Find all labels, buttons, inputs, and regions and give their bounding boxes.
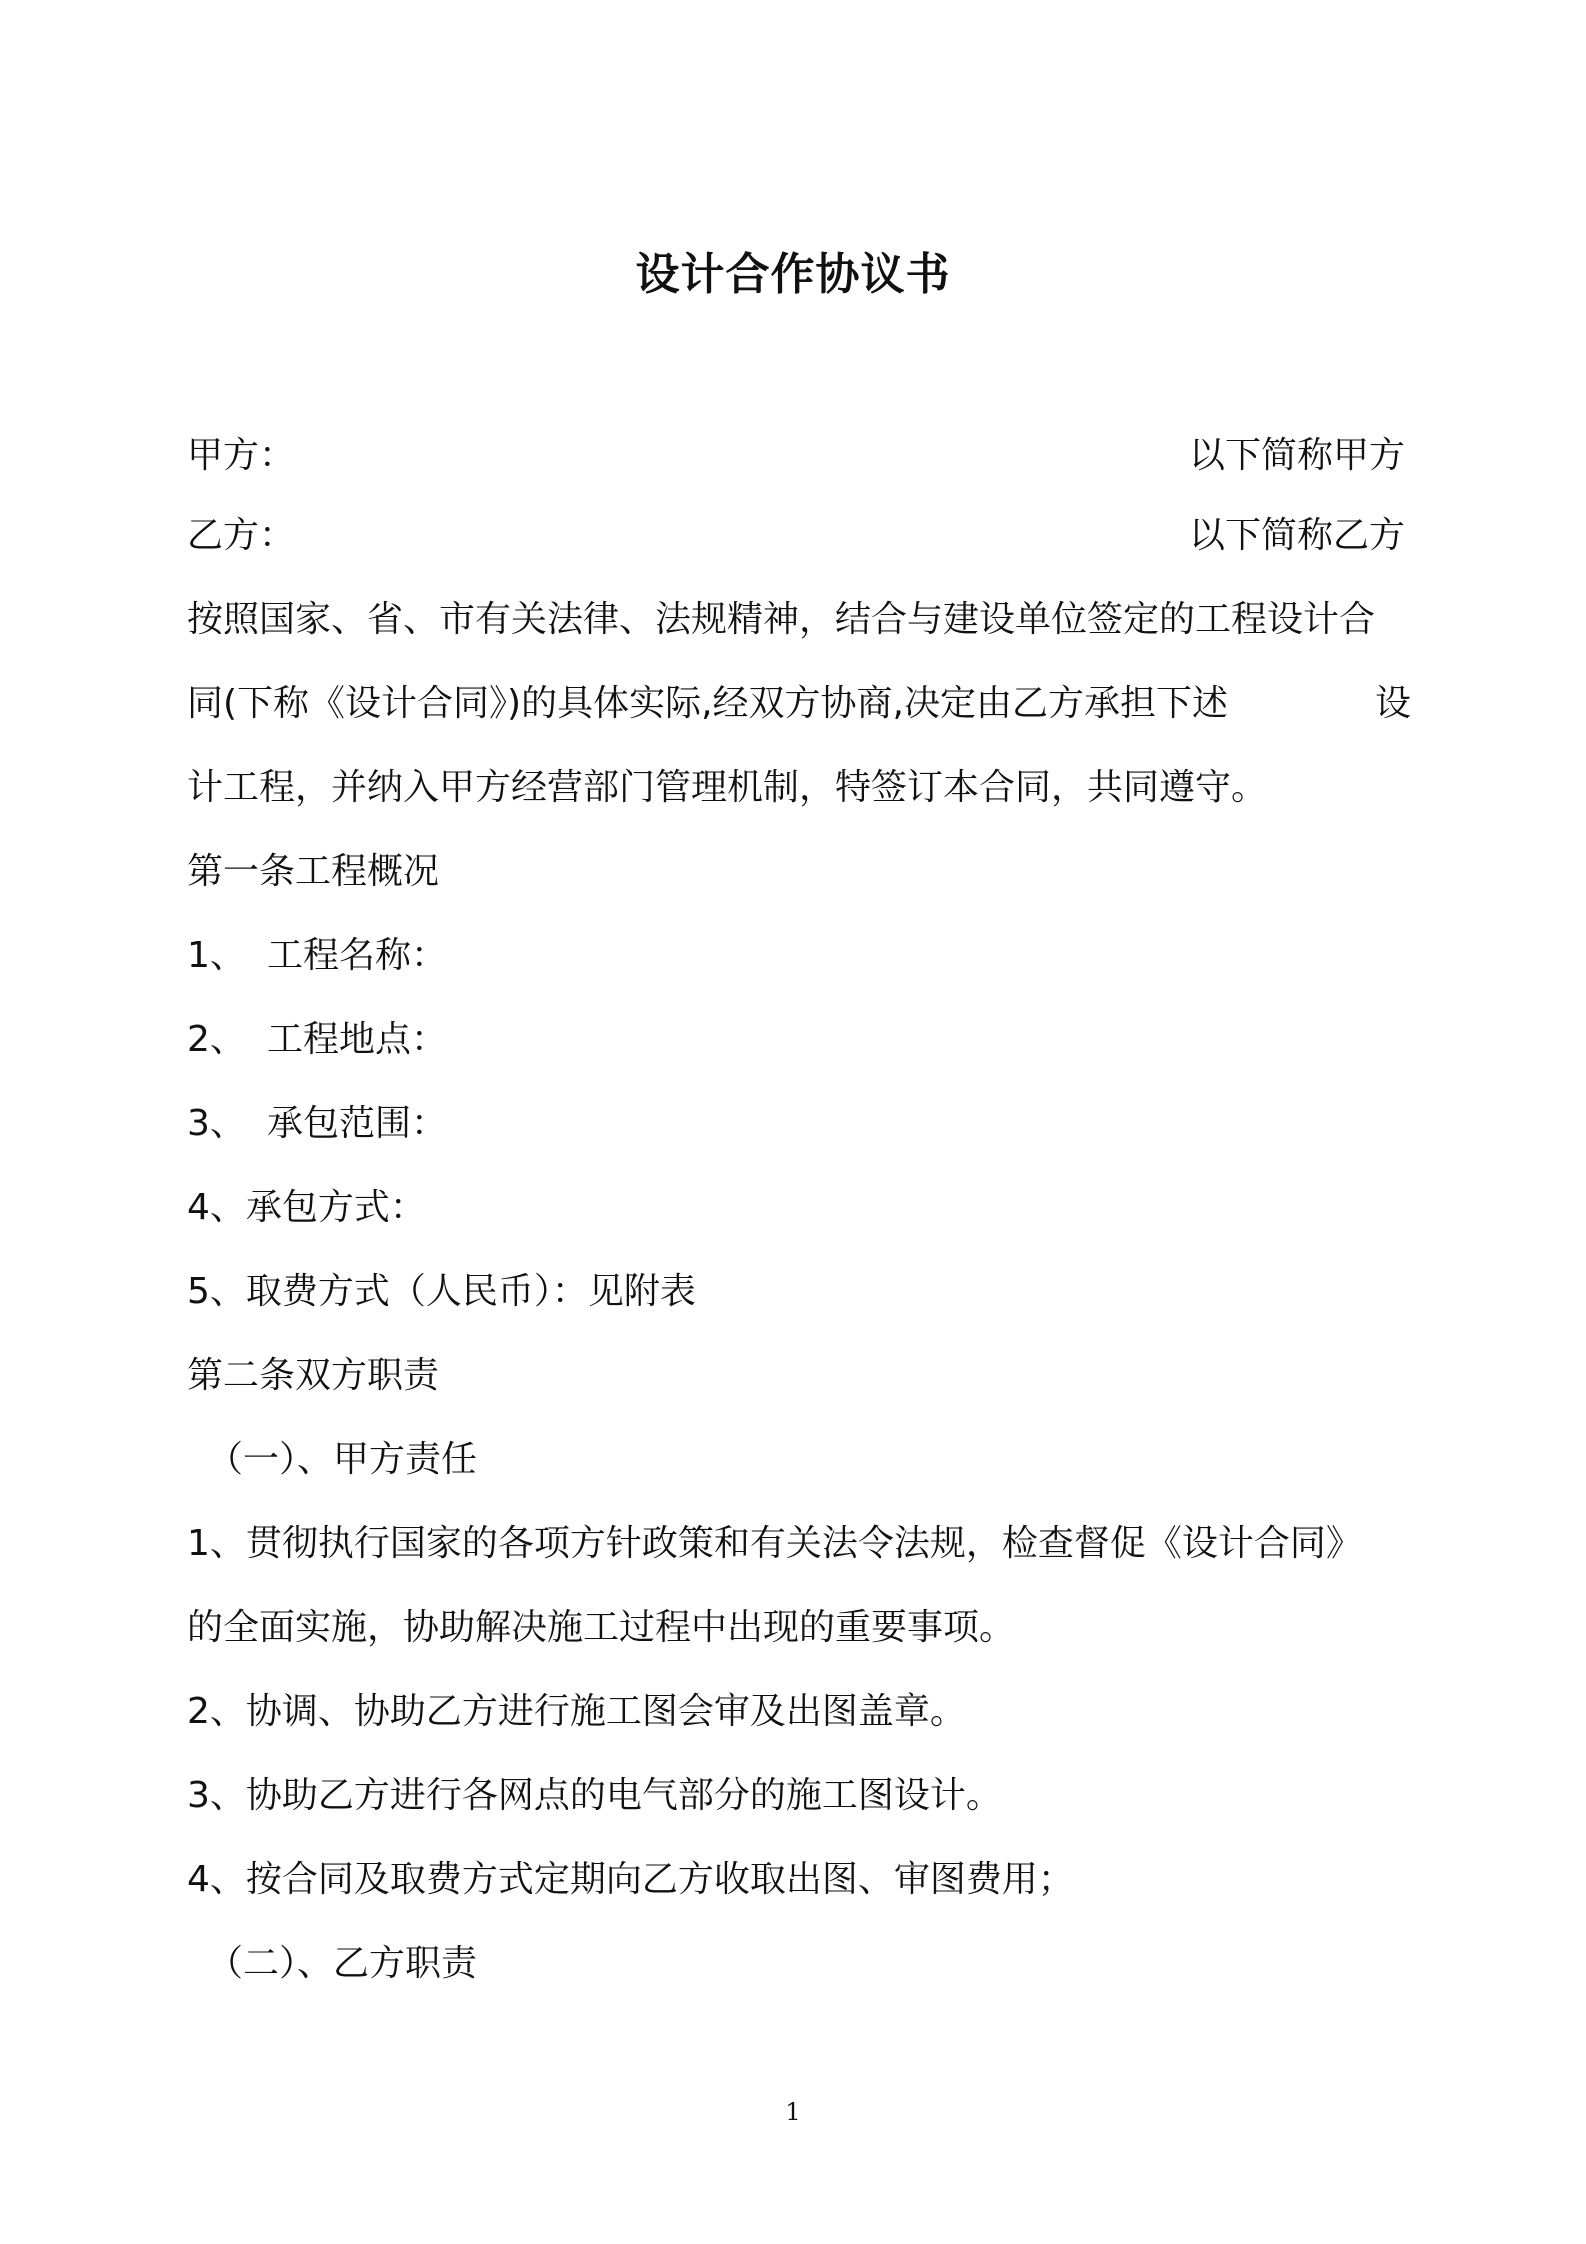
item-text: 工程地点： [267,1019,448,1060]
item-number: 2、 [187,1019,246,1060]
item-number: 1、 [187,935,246,976]
item-number: 3、 [187,1103,246,1144]
article-1-item-4: 4、承包方式： [187,1187,426,1228]
preamble-line-1: 按照国家、省、市有关法律、法规精神，结合与建设单位签定的工程设计合 [187,599,1376,640]
preamble-line-3: 计工程，并纳入甲方经营部门管理机制，特签订本合同，共同遵守。 [187,767,1268,808]
party-a-label: 甲方： [187,435,296,476]
page-number: 1 [785,2098,801,2126]
party-b-label: 乙方： [187,515,296,556]
article-1-item-5: 5、取费方式（人民币）：见附表 [187,1271,696,1312]
preamble-line-2-end: 设 [1374,683,1411,724]
section-a-item-1-line-2: 的全面实施，协助解决施工过程中出现的重要事项。 [187,1607,1016,1648]
party-a-alias: 以下简称甲方 [1188,435,1405,476]
section-a-item-3: 3、协助乙方进行各网点的电气部分的施工图设计。 [187,1775,1002,1816]
section-a-heading: （一）、甲方责任 [207,1439,478,1480]
article-1-item [187,934,447,978]
article-1-item [187,1102,447,1146]
section-b-heading: （二）、乙方职责 [207,1943,478,1984]
article-1-heading: 第一条工程概况 [187,851,440,892]
document-title: 设计合作协议书 [635,249,951,300]
item-text: 承包范围： [267,1103,448,1144]
section-a-item-1-line-1: 1、贯彻执行国家的各项方针政策和有关法令法规，检查督促《设计合同》 [187,1523,1362,1564]
section-a-item-2: 2、协调、协助乙方进行施工图会审及出图盖章。 [187,1691,966,1732]
article-2-heading: 第二条双方职责 [187,1355,440,1396]
party-b-alias: 以下简称乙方 [1188,515,1405,556]
preamble-line-2: 同(下称《设计合同》)的具体实际,经双方协商,决定由乙方承担下述 [187,683,1228,724]
article-1-item [187,1018,447,1062]
section-a-item-4: 4、按合同及取费方式定期向乙方收取出图、审图费用； [187,1859,1074,1900]
item-text: 工程名称： [267,935,448,976]
